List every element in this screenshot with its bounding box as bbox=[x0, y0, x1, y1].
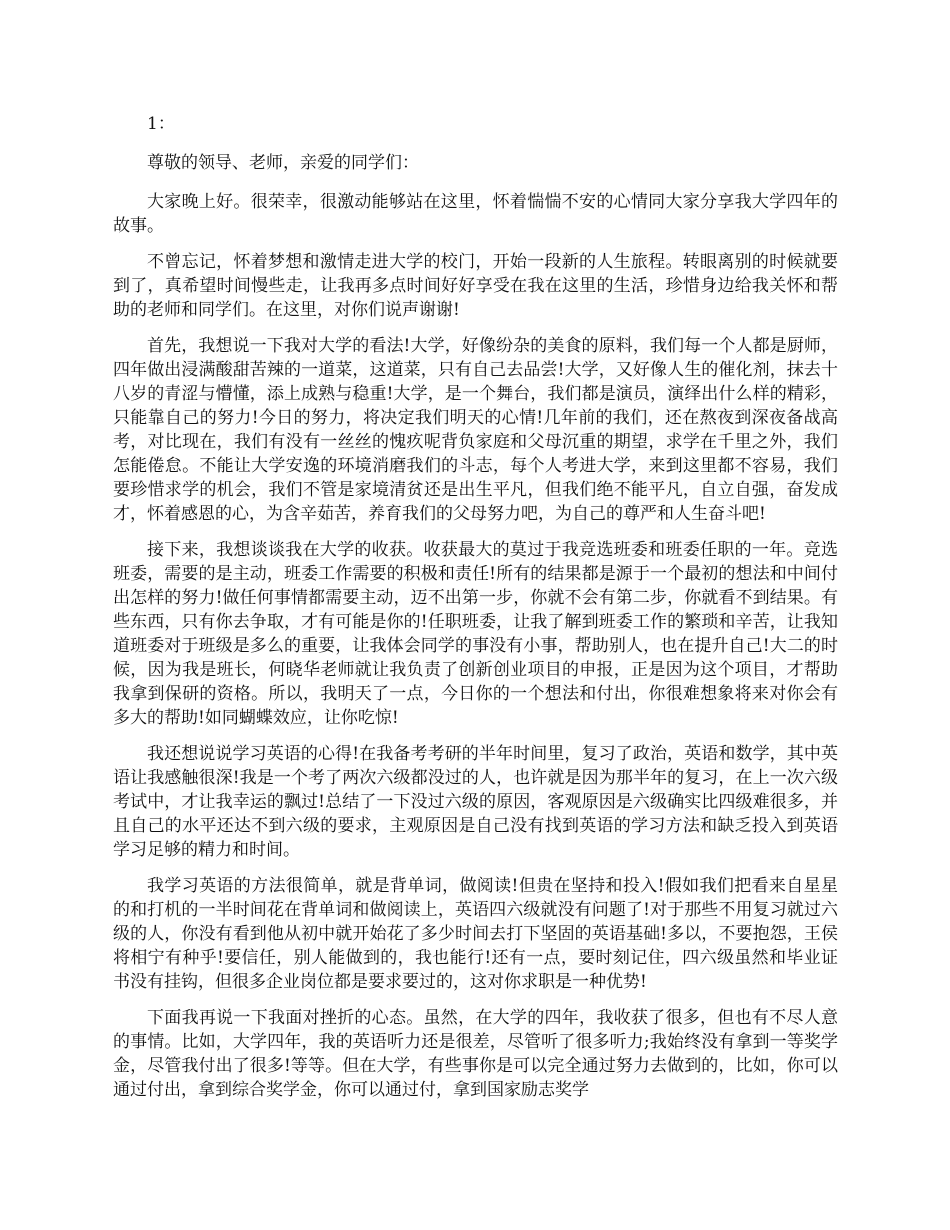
document-page bbox=[113, 112, 838, 1114]
paragraph-setbacks: 下面我再说一下我面对挫折的心态。虽然，在大学的四年，我收获了很多，但也有不尽人意的事情。比如，大学四年，我的英语听力还是很差，尽管听了很多听力;我始终没有拿到一等奖学金，尽管我付出了很多!等等。但在大学，有些事你是可以完全通过努力去做到的，比如，你可以通过付出，拿到综合奖学金，你可以通过付，拿到国家励志奖学 bbox=[113, 1008, 838, 1100]
paragraph-english-method: 我学习英语的方法很简单，就是背单词，做阅读!但贵在坚持和投入!假如我们把看来自星星的和打机的一半时间花在背单词和做阅读上，英语四六级就没有问题了!对于那些不用复习就过六级的人，你没有看到他从初中就开始花了多少时间去打下坚固的英语基础!多以，不要抱怨，王侯将相宁有种乎!要信任，别人能做到的，我也能行!还有一点，要时刻记住，四六级虽然和毕业证书没有挂钩，但很多企业岗位都是要求要过的，这对你求职是一种优势! bbox=[113, 876, 838, 992]
document-salutation: 尊敬的领导、老师，亲爱的同学们： bbox=[147, 153, 419, 173]
document-heading: 1： bbox=[147, 114, 175, 134]
paragraph-memories: 不曾忘记，怀着梦想和激情走进大学的校门，开始一段新的人生旅程。转眼离别的时候就要到了，真希望时间慢些走，让我再多点时间好好享受在我在这里的生活，珍惜身边给我关怀和帮助的老师和同学们。在这里，对你们说声谢谢! bbox=[113, 252, 838, 320]
paragraph-greeting: 大家晚上好。很荣幸，很激动能够站在这里，怀着惴惴不安的心情同大家分享我大学四年的故事。 bbox=[113, 192, 838, 236]
paragraph-university-view: 首先，我想说一下我对大学的看法!大学，好像纷杂的美食的原料，我们每一个人都是厨师，四年做出浸满酸甜苦辣的一道菜，这道菜，只有自己去品尝!大学，又好像人生的催化剂，抹去十八岁的青涩与懵懂，添上成熟与稳重!大学，是一个舞台，我们都是演员，演绎出什么样的精彩，只能靠自己的努力!今日的努力，将决定我们明天的心情!几年前的我们，还在熬夜到深夜备战高考，对比现在，我们有没有一丝丝的愧疚呢背负家庭和父母沉重的期望，求学在千里之外，我们怎能倦怠。不能让大学安逸的环境消磨我们的斗志，每个人考进大学，来到这里都不容易，我们要珍惜求学的机会，我们不管是家境清贫还是出生平凡，但我们绝不能平凡，自立自强，奋发成才，怀着感恩的心，为含辛茹苦，养育我们的父母努力吧，为自己的尊严和人生奋斗吧! bbox=[113, 336, 838, 524]
paragraph-english-insights: 我还想说说学习英语的心得!在我备考考研的半年时间里，复习了政治，英语和数学，其中英语让我感触很深!我是一个考了两次六级都没过的人，也许就是因为那半年的复习，在上一次六级考试中，才让我幸运的飘过!总结了一下没过六级的原因，客观原因是六级确实比四级难很多，并且自己的水平还达不到六级的要求，主观原因是自己没有找到英语的学习方法和缺乏投入到英语学习足够的精力和时间。 bbox=[113, 744, 838, 860]
paragraph-harvest: 接下来，我想谈谈我在大学的收获。收获最大的莫过于我竞选班委和班委任职的一年。竞选班委，需要的是主动，班委工作需要的积极和责任!所有的结果都是源于一个最初的想法和中间付出怎样的努力!做任何事情都需要主动，迈不出第一步，你就不会有第二步，你就看不到结果。有些东西，只有你去争取，才有可能是你的!任职班委，让我了解到班委工作的繁琐和辛苦，让我知道班委对于班级是多么的重要，让我体会同学的事没有小事，帮助别人，也在提升自己!大二的时候，因为我是班长，何晓华老师就让我负责了创新创业项目的申报，正是因为这个项目，才帮助我拿到保研的资格。所以，我明天了一点，今日你的一个想法和付出，你很难想象将来对你会有多大的帮助!如同蝴蝶效应，让你吃惊! bbox=[113, 540, 838, 728]
